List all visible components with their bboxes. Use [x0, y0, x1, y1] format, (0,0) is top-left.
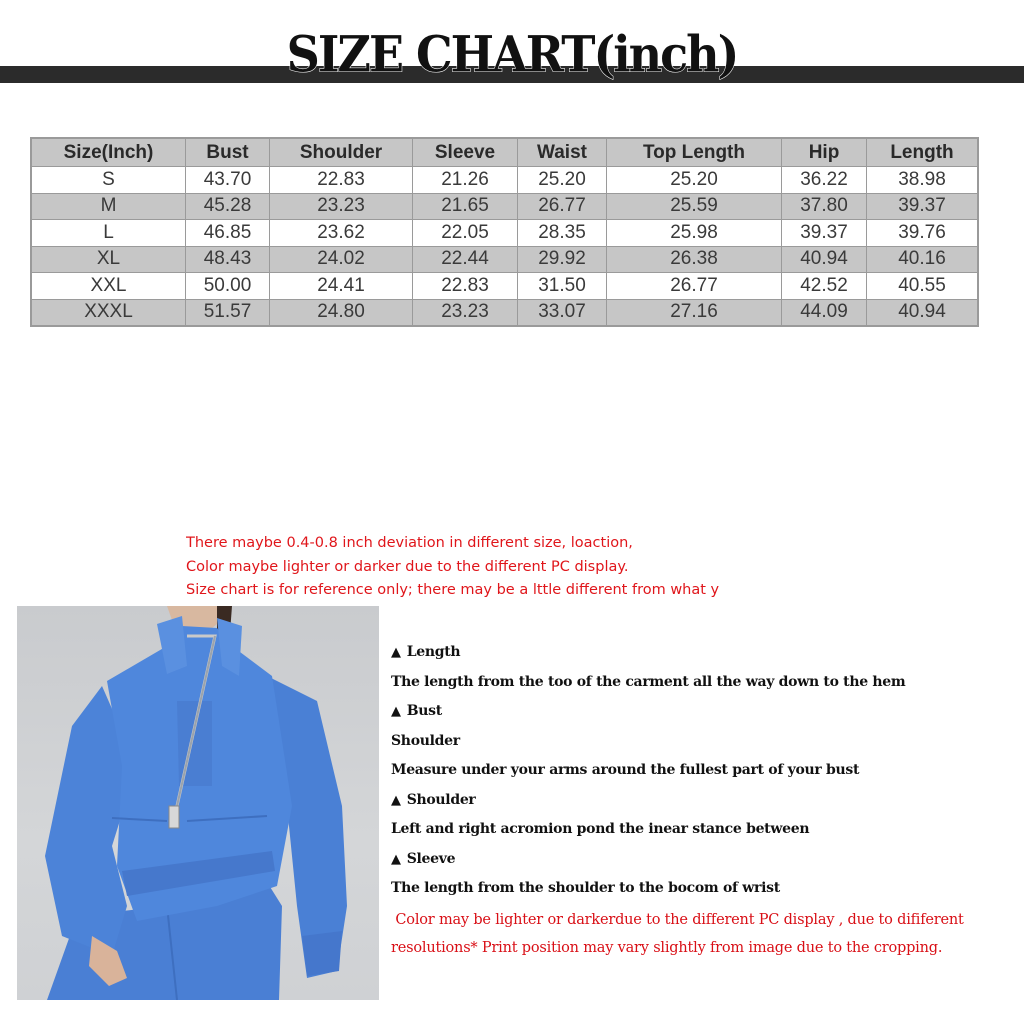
column-header: Hip — [782, 138, 867, 167]
guide-heading-sleeve: ▲ Sleeve — [391, 847, 1011, 877]
table-cell: 24.41 — [270, 273, 413, 300]
table-cell: 36.22 — [782, 167, 867, 194]
triangle-icon: ▲ — [391, 645, 401, 660]
table-cell: 40.94 — [867, 299, 979, 326]
table-cell: 45.28 — [186, 193, 270, 220]
table-cell: 25.59 — [607, 193, 782, 220]
note-line: There maybe 0.4-0.8 inch deviation in different size, loaction, — [186, 535, 633, 551]
table-header-row — [31, 138, 978, 167]
table-cell: 21.26 — [413, 167, 518, 194]
column-header: Top Length — [607, 138, 782, 167]
triangle-icon: ▲ — [391, 704, 401, 719]
table-cell: 25.20 — [518, 167, 607, 194]
table-cell: 26.38 — [607, 246, 782, 273]
table-cell: 23.23 — [413, 299, 518, 326]
table-cell: 44.09 — [782, 299, 867, 326]
column-header: Length — [867, 138, 979, 167]
table-cell: 51.57 — [186, 299, 270, 326]
table-cell: 25.98 — [607, 220, 782, 247]
guide-text: The length from the shoulder to the bocom of wrist — [391, 880, 780, 896]
size-cell: M — [31, 193, 186, 220]
table-cell: 21.65 — [413, 193, 518, 220]
table-cell: 23.23 — [270, 193, 413, 220]
table-cell: 46.85 — [186, 220, 270, 247]
table-cell: 39.76 — [867, 220, 979, 247]
table-cell: 31.50 — [518, 273, 607, 300]
table-cell: 40.55 — [867, 273, 979, 300]
column-header: Waist — [518, 138, 607, 167]
table-cell: 42.52 — [782, 273, 867, 300]
table-row — [31, 167, 978, 194]
print-note: resolutions* Print position may vary slightly from image due to the cropping. — [391, 939, 943, 956]
table-cell: 38.98 — [867, 167, 979, 194]
column-header: Shoulder — [270, 138, 413, 167]
table-cell: 26.77 — [607, 273, 782, 300]
table-row — [31, 273, 978, 300]
guide-heading-bust: ▲ Bust — [391, 699, 1011, 729]
note-line: Color maybe lighter or darker due to the different PC display. — [186, 558, 629, 575]
guide-text: Shoulder — [391, 732, 460, 749]
guide-heading-shoulder: ▲ Shoulder — [391, 788, 1011, 818]
column-header: Size(Inch) — [31, 138, 186, 167]
table-row — [31, 193, 978, 220]
guide-heading-length: ▲ Length — [391, 640, 1011, 670]
model-illustration — [17, 606, 379, 1000]
triangle-icon: ▲ — [391, 851, 401, 867]
column-header: Sleeve — [413, 138, 518, 167]
triangle-icon: ▲ — [391, 792, 401, 808]
table-cell: 22.83 — [270, 167, 413, 194]
table-cell: 28.35 — [518, 220, 607, 247]
size-table — [30, 137, 979, 327]
product-photo — [17, 606, 379, 1000]
table-cell: 27.16 — [607, 299, 782, 326]
guide-text: The length from the too of the carment all the way down to the hem — [391, 673, 906, 690]
table-cell: 29.92 — [518, 246, 607, 273]
column-header: Bust — [186, 138, 270, 167]
table-row — [31, 220, 978, 247]
guide-text: Left and right acromion pond the inear stance between — [391, 821, 810, 837]
table-cell: 26.77 — [518, 193, 607, 220]
size-cell: L — [31, 220, 186, 247]
table-cell: 24.80 — [270, 299, 413, 326]
table-cell: 23.62 — [270, 220, 413, 247]
size-cell: XXXL — [31, 299, 186, 326]
color-note: Color may be lighter or darkerdue to the different PC display , due to dififerent — [391, 911, 964, 928]
table-cell: 39.37 — [782, 220, 867, 247]
guide-text: Measure under your arms around the fullest part of your bust — [391, 762, 860, 778]
table-cell: 43.70 — [186, 167, 270, 194]
size-cell: S — [31, 167, 186, 194]
table-cell: 22.44 — [413, 246, 518, 273]
table-cell: 37.80 — [782, 193, 867, 220]
size-cell: XL — [31, 246, 186, 273]
table-cell: 50.00 — [186, 273, 270, 300]
table-cell: 25.20 — [607, 167, 782, 194]
table-cell: 33.07 — [518, 299, 607, 326]
table-cell: 48.43 — [186, 246, 270, 273]
table-row — [31, 246, 978, 273]
deviation-notes — [186, 532, 734, 603]
page-title: SIZE CHART(inch) — [286, 24, 738, 84]
table-cell: 39.37 — [867, 193, 979, 220]
table-row — [31, 299, 978, 326]
size-cell: XXL — [31, 273, 186, 300]
note-line: Size chart is for reference only; there may be a lttle different from what y — [186, 582, 720, 598]
table-cell: 40.94 — [782, 246, 867, 273]
table-cell: 24.02 — [270, 246, 413, 273]
table-cell: 40.16 — [867, 246, 979, 273]
measurement-guide — [391, 640, 1011, 962]
table-cell: 22.05 — [413, 220, 518, 247]
table-cell: 22.83 — [413, 273, 518, 300]
